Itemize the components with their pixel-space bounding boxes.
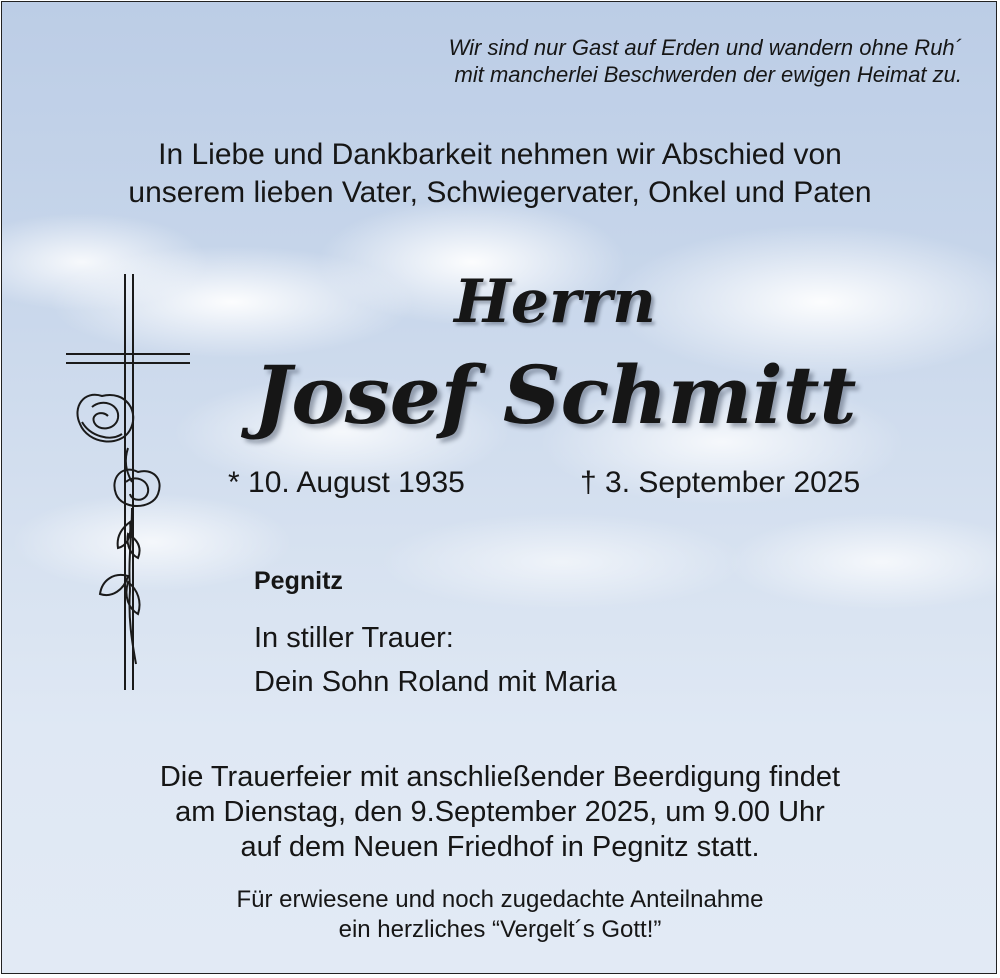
thanks-line-2: ein herzliches “Vergelt´s Gott!” [338,916,662,943]
motto-line-1: Wir sind nur Gast auf Erden und wandern ohne Ruh´ [448,35,962,60]
intro-line-1: In Liebe und Dankbarkeit nehmen wir Abschied von [158,138,842,171]
salutation: Herrn [454,267,656,337]
place-name: Pegnitz [254,567,343,595]
funeral-notice [2,760,998,865]
deceased-name: Josef Schmitt [253,348,857,442]
thanks-note [2,885,998,945]
funeral-line-3: auf dem Neuen Friedhof in Pegnitz statt. [240,831,760,863]
motto-line-2: mit mancherlei Beschwerden der ewigen Heimat zu. [454,62,962,87]
thanks-line-1: Für erwiesene und noch zugedachte Anteilnahme [236,886,764,913]
obituary-card [1,1,997,974]
mourning-heading: In stiller Trauer: [254,622,454,654]
birth-date: * 10. August 1935 [228,466,465,499]
funeral-line-2: am Dienstag, den 9.September 2025, um 9.00 Uhr [175,796,825,828]
motto-verse [449,34,962,88]
death-date: † 3. September 2025 [580,466,861,499]
mourners-names: Dein Sohn Roland mit Maria [254,666,617,698]
intro-line-2: unserem lieben Vater, Schwiegervater, Onkel und Paten [128,176,872,209]
intro-text [2,136,998,212]
funeral-line-1: Die Trauerfeier mit anschließender Beerdigung findet [159,761,841,793]
